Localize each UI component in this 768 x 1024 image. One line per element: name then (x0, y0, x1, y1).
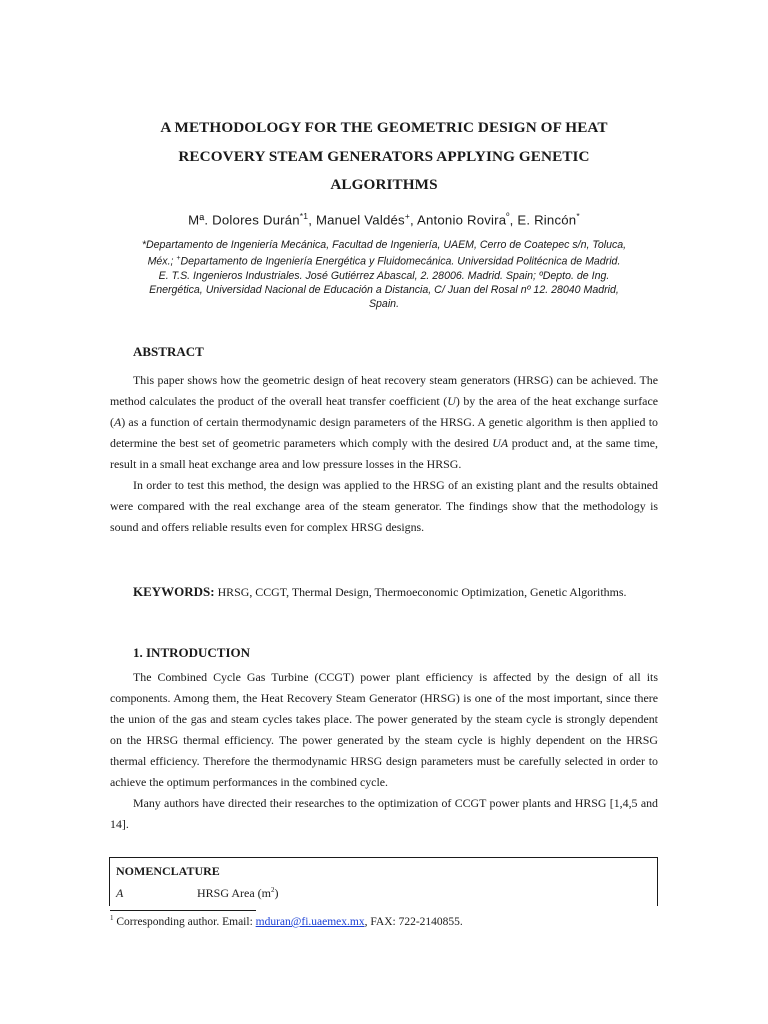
nomenclature-definition (197, 886, 279, 901)
author-4-mark: * (576, 211, 580, 221)
symbol-ua: UA (492, 436, 509, 450)
title-line-3: ALGORITHMS (330, 176, 438, 193)
nomenclature-box (109, 857, 658, 906)
abstract-body (110, 370, 658, 538)
abstract-heading: ABSTRACT (133, 344, 204, 359)
abstract-text: product and, at the same time, result in a small heat exchange area and low pressure losses in the HRSG. (110, 436, 658, 471)
nomenclature-definition-sup: 2 (271, 886, 275, 894)
author-separator: , (509, 212, 518, 228)
affiliation-line-4: Energética, Universidad Nacional de Educación a Distancia, C/ Juan del Rosal nº 12. 28040 Madrid, (149, 284, 619, 297)
author-separator: , (409, 212, 417, 228)
affiliation-text: Méx.; (147, 255, 177, 268)
footnote-text: Corresponding author. Email: (113, 915, 256, 928)
symbol-a: A (113, 415, 122, 429)
author-2: Manuel Valdés (315, 212, 405, 228)
title-line-2: RECOVERY STEAM GENERATORS APPLYING GENETIC (178, 147, 590, 165)
paper-title (110, 114, 658, 200)
symbol-u: U (447, 394, 456, 408)
introduction-paragraph-1: The Combined Cycle Gas Turbine (CCGT) power plant efficiency is affected by the design of all its components. Among them, the Heat Recovery Steam Generator (HRSG) is one of the most important, since there the union of the gas and steam cycles takes place. The power generated by the steam cycle is strongly dependent on the HRSG thermal efficiency. The power generated by the steam cycle is highly dependent on the HRSG thermal efficiency. Therefore the thermodynamic HRSG design parameters must be carefully selected in order to achieve the optimum performances in the combined cycle. (110, 670, 658, 789)
author-1-mark: *1 (299, 211, 309, 221)
affiliation-line-1: *Departamento de Ingeniería Mecánica, Facultad de Ingeniería, UAEM, Cerro de Coatepec s/n, Toluca, (141, 239, 627, 251)
affiliations (110, 238, 658, 312)
nomenclature-definition-text: HRSG Area (m (197, 886, 271, 900)
title-line-1: A METHODOLOGY FOR THE GEOMETRIC DESIGN OF HEAT (160, 119, 608, 136)
author-list (110, 211, 658, 227)
author-1: Mª. Dolores Durán (188, 212, 300, 228)
introduction-body (110, 667, 658, 835)
author-separator: , (308, 212, 316, 228)
email-link[interactable]: mduran@fi.uaemex.mx (255, 915, 365, 928)
abstract-text: ) as a function of certain thermodynamic design parameters of the HRSG. A genetic algorithm is then applied to determine the best set of geometric parameters which comply with the desired (110, 415, 658, 450)
author-3-mark: º (506, 211, 510, 221)
nomenclature-heading: NOMENCLATURE (116, 864, 220, 878)
abstract-paragraph-2: In order to test this method, the design was applied to the HRSG of an existing plant and the results obtained were compared with the real exchange area of the steam generator. The findings show that the methodology is sound and offers reliable results even for complex HRSG designs. (110, 478, 658, 534)
nomenclature-definition-end: ) (274, 886, 279, 900)
abstract-text: ) by the area of the heat exchange surface ( (110, 394, 659, 429)
footnote (110, 914, 463, 928)
keywords-label: KEYWORDS: (133, 584, 215, 599)
introduction-heading: 1. INTRODUCTION (133, 645, 251, 660)
footnote-text-end: , FAX: 722-2140855. (364, 915, 463, 928)
author-2-mark: + (404, 211, 410, 221)
author-4: E. Rincón (517, 212, 577, 228)
affiliation-line-5: Spain. (368, 298, 400, 311)
affiliation-text: Departamento de Ingeniería Energética y Fluidomecánica. Universidad Politécnica de Madrid. (180, 255, 621, 268)
abstract-paragraph-1 (110, 370, 658, 475)
introduction-paragraph-2: Many authors have directed their researches to the optimization of CCGT power plants and HRSG [1,4,5 and 14]. (110, 796, 658, 831)
keywords (110, 581, 658, 603)
affiliation-line-3: E. T.S. Ingenieros Industriales. José Gutiérrez Abascal, 2. 28006. Madrid. Spain; ºDepto. de Ing. (158, 269, 610, 282)
affiliation-mark: + (176, 255, 181, 263)
footnote-mark: 1 (110, 914, 114, 922)
author-3: Antonio Rovira (416, 212, 507, 228)
footnote-rule (110, 910, 256, 911)
nomenclature-symbol: A (116, 886, 124, 900)
keywords-text: HRSG, CCGT, Thermal Design, Thermoeconomic Optimization, Genetic Algorithms. (214, 585, 627, 599)
affiliation-line-2 (110, 252, 658, 269)
abstract-text: This paper shows how the geometric design of heat recovery steam generators (HRSG) can be achieved. The method calculates the product of the overall heat transfer coefficient ( (110, 373, 658, 408)
